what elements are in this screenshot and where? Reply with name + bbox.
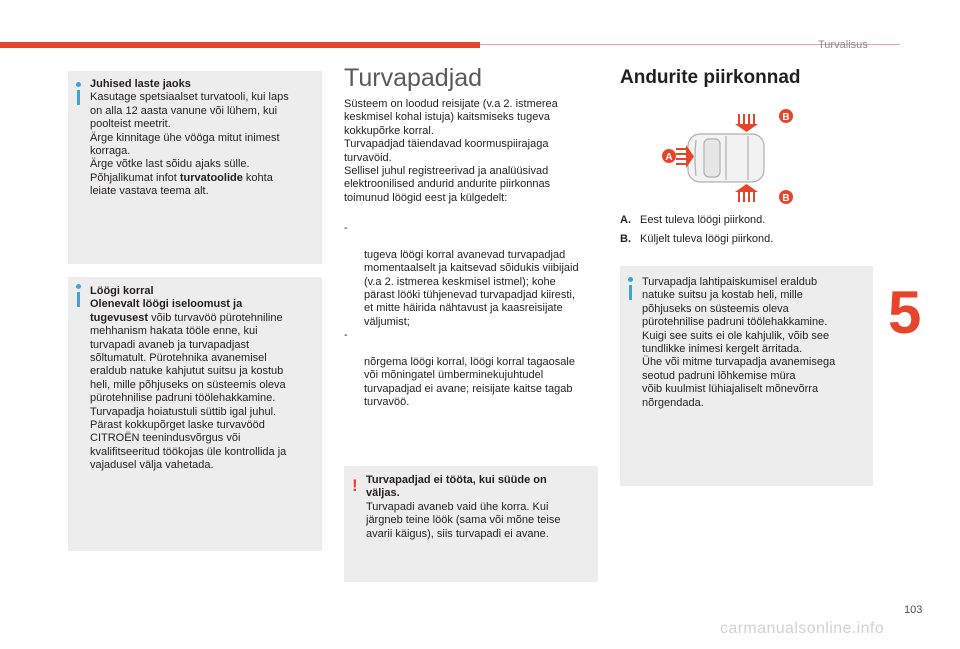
zone-a-label: A [665, 152, 673, 163]
section-label: Turvalisus [818, 39, 868, 51]
sensor-zones-diagram [660, 104, 800, 212]
info-box-impact-text [90, 285, 316, 473]
list-item-text: nõrgema löögi korral, löögi korral tagaosale või mõningatel ümberminekujuhtudel turvapadjad ei avane; reisijate kaitse tagab turvavöö. [364, 356, 575, 409]
zone-b-label-top: B [782, 112, 790, 123]
header-accent-bar [0, 42, 480, 48]
zone-b-label-bottom: B [782, 193, 790, 204]
side-impact-arrows-bottom [735, 184, 758, 202]
info-box-children-title: Juhised laste jaoks [90, 78, 191, 90]
sensor-zones-title: Andurite piirkonnad [620, 67, 801, 88]
list-dash: - [344, 222, 348, 234]
side-impact-arrows-top [735, 114, 758, 132]
info-box-children-text [90, 78, 316, 199]
chapter-number: 5 [888, 279, 922, 346]
info-box-deployment-body: Turvapadja lahtipaiskumisel eraldub natuke suitsu ja kostab heli, mille põhjuseks on süsteemis oleva pürotehnilise padruni töölehakkamine. Kuigi see suits ei ole kahjulik, võib see tundlikke inimesi kergelt ärritada. Ühe või mitme turvapadja avanemisega seotud padruni lõhkemise müra võib kuulmist lühiajaliselt mõnevõrra nõrgendada. [642, 276, 836, 409]
info-box-children-body-bold: turvatoolide [179, 171, 243, 184]
legend-key: B. [620, 233, 631, 245]
legend-text: Küljelt tuleva löögi piirkond. [640, 233, 774, 245]
info-box-children-body-tail: kohta leiate vastava teema alt. [90, 171, 273, 198]
legend-item-b [620, 233, 773, 245]
info-icon [77, 90, 80, 105]
list-dash: - [344, 329, 348, 342]
warning-title: Turvapadjad ei tööta, kui süüde on väljas. [366, 474, 547, 500]
info-box-impact-body: võib turvavöö pürotehniline mehhanism hakata tööle enne, kui turvapadi avaneb ja turvapadjast sõltumatult. Pürotehnika avanemisel eraldub natuke kahjutut suitsu ja kostub heli, mille põhjuseks on süsteemis oleva pürotehnilise padruni töölehakkamine. Turvapadja hoiatustuli süttib igal juhul. Pärast kokkupõrget laske turvavööd CITROËN teenindusvõrgus või kvalifitseeritud töökojas üle kontrollida ja vajadusel välja vahetada. [90, 311, 287, 472]
page-title: Turvapadjad [344, 64, 483, 92]
list-item-text: tugeva löögi korral avanevad turvapadjad momentaalselt ja kaitsevad sõidukis viibijaid (v.a 2. istmerea keskmisel istmel); kohe pärast lööki tühjenevad turvapadjad kiiresti, et mitte häirida nähtavust ja kaasreisijate väljumist; [364, 248, 579, 328]
warning-body: Turvapadi avaneb vaid ühe korra. Kui järgneb teine löök (sama või mõne teise avarii käigus), siis turvapadi ei avane. [366, 500, 561, 540]
info-box-children [68, 71, 322, 264]
legend-key: A. [620, 214, 631, 226]
info-box-deployment-text [642, 276, 866, 410]
info-box-children-body: Kasutage spetsiaalset turvatooli, kui laps on alla 12 aasta vanune või lühem, kui poolteist meetrit. Ärge kinnitage ühe vööga mitut inimest korraga. Ärge võtke last sõidu ajaks sülle. Põhjalikumat infot [90, 91, 289, 184]
airbag-bullet-list [344, 222, 602, 410]
info-box-deployment [620, 266, 873, 486]
legend-text: Eest tuleva löögi piirkond. [640, 214, 766, 226]
info-icon-dot [76, 284, 81, 289]
van-top-view-icon [688, 134, 764, 182]
info-box-impact [68, 277, 322, 551]
info-icon-dot [76, 82, 81, 87]
info-icon-dot [628, 277, 633, 282]
info-icon [629, 285, 632, 300]
exclamation-icon: ! [352, 476, 358, 495]
watermark: carmanualsonline.info [720, 620, 885, 637]
page-number: 103 [904, 604, 923, 616]
list-item [344, 329, 602, 409]
warning-box [344, 466, 598, 582]
list-item [344, 222, 602, 329]
airbag-intro: Süsteem on loodud reisijate (v.a 2. istmerea keskmisel kohal istuja) kaitsmiseks tugeva kokkupõrke korral. Turvapadjad täiendavad koormuspiirajaga turvavöid. Sellisel juhul registreerivad ja analüüsivad elektroonilised andurid andurite piirkonnas toimunud löögid eest ja külgedelt: [344, 98, 558, 204]
warning-box-text [366, 474, 592, 541]
info-box-impact-title: Löögi korral Olenevalt löögi iseloomust ja tugevusest [90, 285, 243, 324]
info-icon [77, 292, 80, 307]
legend-item-a [620, 214, 765, 226]
